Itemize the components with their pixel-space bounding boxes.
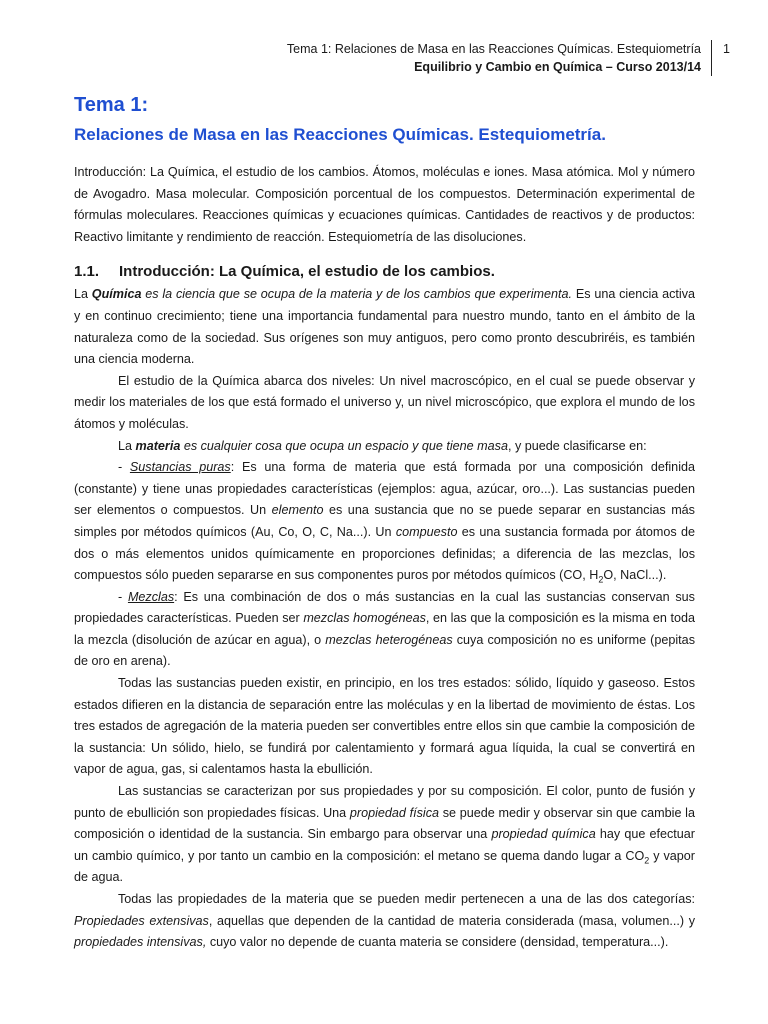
- section-number: 1.1.: [74, 263, 100, 281]
- term-mezclas-homogeneas: mezclas homogéneas: [303, 611, 426, 626]
- text-run: : Es una combinación de dos o más sustancias en la cual las sustancias conservan sus propiedades características. Pueden ser: [74, 589, 695, 626]
- text-run: , aquellas que dependen de la cantidad de materia considerada (masa, volumen...) y: [208, 913, 696, 928]
- text-run: cuya composición no es uniforme (pepitas de oro en arena).: [74, 632, 695, 669]
- text-run: : Es una forma de materia que está formada por una composición definida (constante) y tiene unas propiedades características (ejemplos: agua, azúcar, oro...). Las sustancias pueden ser elementos o compuestos. Un: [74, 460, 695, 518]
- text-run: -: [118, 460, 130, 475]
- text-run: La: [118, 438, 136, 453]
- text-run: se puede medir y observar sin que cambie la composición o identidad de la sustancia. Sin embargo para observar una: [74, 805, 695, 842]
- text-run: -: [118, 589, 128, 604]
- text-run: y vapor de agua.: [74, 848, 695, 885]
- text-run: La: [74, 287, 92, 302]
- section-title: Introducción: La Química, el estudio de los cambios.: [119, 263, 495, 281]
- text-run: es una sustancia formada por átomos de dos o más elementos unidos químicamente en proporciones definidas; a diferencia de las mezclas, los compuestos sólo pueden separarse en sus componentes puros por métodos químicos (CO, H: [74, 524, 696, 583]
- paragraph-propiedades: [74, 781, 695, 889]
- term-propiedad-quimica: propiedad química: [491, 827, 596, 842]
- page-subtitle: Relaciones de Masa en las Reacciones Químicas. Estequiometría.: [74, 125, 606, 144]
- paragraph-levels: El estudio de la Química abarca dos niveles: Un nivel macroscópico, en el cual se puede observar y medir los materiales de los que está formado el universo y, un nivel microscópico, que explora el mundo de los átomos y moléculas.: [74, 373, 695, 431]
- text-run: hay que efectuar un cambio químico, y por tanto un cambio en la composición: el metano se quema dando lugar a CO: [74, 827, 695, 863]
- term-sustancias-puras: Sustancias puras: [129, 460, 231, 475]
- term-mezclas: Mezclas: [127, 589, 175, 604]
- term-propiedad-fisica: propiedad física: [349, 805, 440, 820]
- subscript: 2: [598, 574, 604, 585]
- term-compuesto: compuesto: [395, 524, 458, 539]
- text-run: Todas las propiedades de la materia que se pueden medir pertenecen a una de las dos categorías:: [118, 892, 695, 906]
- text-run: Es una ciencia activa y en continuo crecimiento; tiene una importancia fundamental para nuestro mundo, tanto en el ámbito de la naturaleza como de la sociedad. Sus orígenes son muy antiguos, pero como pronto descubriréis, es también una ciencia moderna.: [74, 287, 695, 367]
- header-topic: Tema 1: Relaciones de Masa en las Reacciones Químicas. Estequiometría: [286, 42, 701, 56]
- term-propiedades-intensivas: propiedades intensivas,: [74, 935, 207, 950]
- paragraph-sustancias-puras: [74, 457, 695, 587]
- paragraph-quimica-definition: [74, 284, 695, 370]
- text-run: , y puede clasificarse en:: [507, 438, 647, 453]
- header-course: Equilibrio y Cambio en Química – Curso 2013/14: [414, 60, 701, 74]
- text-run: es una sustancia que no se puede separar en sustancias más simples por métodos químicos (Au, Co, O, C, Na...). Un: [74, 503, 695, 539]
- term-quimica: Química: [91, 287, 142, 302]
- term-mezclas-heterogeneas: mezclas heterogéneas: [325, 632, 453, 647]
- text-run: , en las que la composición es la misma en toda la mezcla (disolución de azúcar en agua), o: [74, 611, 695, 647]
- subscript: 2: [644, 855, 650, 866]
- running-header: [287, 40, 712, 76]
- intro-paragraph: Introducción: La Química, el estudio de los cambios. Átomos, moléculas e iones. Masa atómica. Mol y número de Avogadro. Masa molecular. Composición porcentual de los compuestos. Determinación experimental de fórmulas moleculares. Reacciones químicas y ecuaciones químicas. Cantidades de reactivos y de productos: Reactivo limitante y rendimiento de reacción. Estequiometría de las disoluciones.: [74, 165, 695, 244]
- paragraph-mezclas: [74, 587, 695, 673]
- term-materia: materia: [135, 438, 181, 453]
- text-run: Las sustancias se caracterizan por sus propiedades y por su composición. El color, punto de fusión y punto de ebullición son propiedades físicas. Una: [74, 784, 695, 820]
- document-body: [74, 92, 695, 954]
- paragraph-materia: [74, 436, 695, 458]
- section-heading: [74, 261, 695, 283]
- term-elemento: elemento: [271, 503, 324, 518]
- term-propiedades-extensivas: Propiedades extensivas: [74, 913, 209, 928]
- paragraph-categorias: [74, 889, 695, 954]
- paragraph-estados: Todas las sustancias pueden existir, en principio, en los tres estados: sólido, líquido y gaseoso. Estos estados difieren en la distancia de separación entre las moléculas y en la libertad de movimiento de éstas. Los tres estados de agregación de la materia pueden ser convertibles entre ellos sin que cambie la composición de la sustancia: Un sólido, hielo, se fundirá por calentamiento y formará agua líquida, la cual se convertirá en vapor de agua, gas, si calentamos hasta la ebullición.: [74, 676, 695, 777]
- text-run: O, NaCl...).: [603, 568, 667, 583]
- page-title: Tema 1:: [74, 94, 149, 116]
- definition-materia: es cualquier cosa que ocupa un espacio y que tiene masa: [180, 438, 508, 453]
- page-number: 1: [723, 42, 730, 56]
- definition-quimica: es la ciencia que se ocupa de la materia y de los cambios que experimenta.: [141, 287, 573, 302]
- text-run: cuyo valor no depende de cuanta materia se considere (densidad, temperatura...).: [206, 935, 669, 950]
